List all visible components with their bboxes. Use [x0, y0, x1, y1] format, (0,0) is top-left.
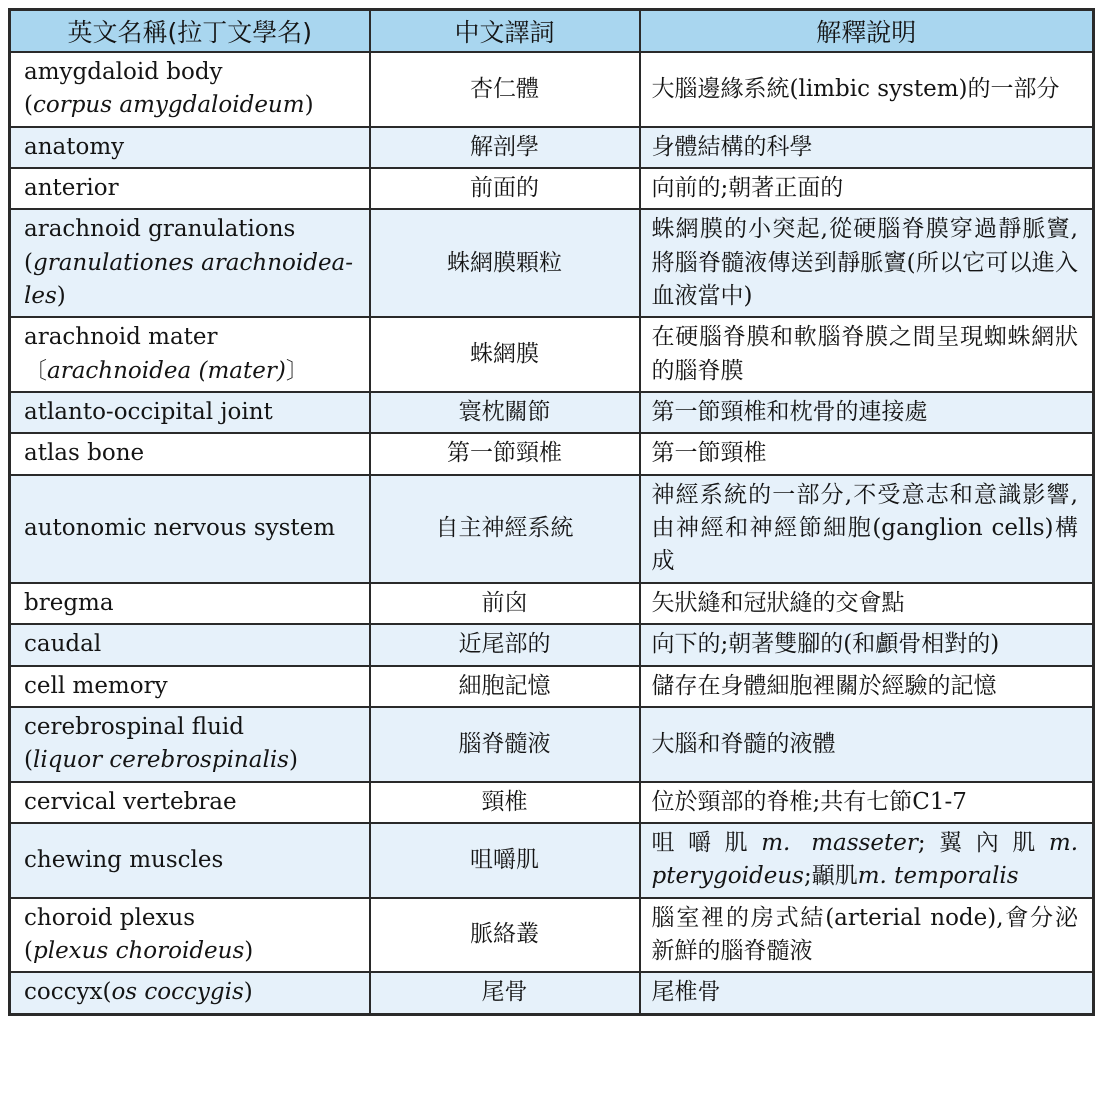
- cell-chinese-translation: 咀嚼肌: [370, 823, 640, 898]
- cell-chinese-translation: 蛛網膜顆粒: [370, 209, 640, 317]
- cell-explanation: 神經系統的一部分,不受意志和意識影響,由神經和神經節細胞(ganglion cells)構成: [640, 475, 1094, 583]
- header-row: [10, 10, 1094, 53]
- glossary-row: [10, 666, 1094, 707]
- glossary-row: [10, 583, 1094, 624]
- cell-explanation: 第一節頸椎: [640, 433, 1094, 474]
- cell-explanation: 儲存在身體細胞裡關於經驗的記憶: [640, 666, 1094, 707]
- cell-chinese-translation: 前面的: [370, 168, 640, 209]
- cell-chinese-translation: 腦脊髓液: [370, 707, 640, 782]
- cell-english-name: cervical vertebrae: [10, 782, 370, 823]
- cell-chinese-translation: 頸椎: [370, 782, 640, 823]
- glossary-row: [10, 707, 1094, 782]
- cell-chinese-translation: 近尾部的: [370, 624, 640, 665]
- cell-explanation: 第一節頸椎和枕骨的連接處: [640, 392, 1094, 433]
- cell-english-name: caudal: [10, 624, 370, 665]
- cell-explanation: 咀嚼肌m. masseter;翼內肌m. pterygoideus;顳肌m. temporalis: [640, 823, 1094, 898]
- glossary-row: [10, 52, 1094, 127]
- cell-explanation: 蛛網膜的小突起,從硬腦脊膜穿過靜脈竇,將腦脊髓液傳送到靜脈竇(所以它可以進入血液當中): [640, 209, 1094, 317]
- glossary-row: [10, 475, 1094, 583]
- glossary-row: [10, 433, 1094, 474]
- glossary-row: [10, 127, 1094, 168]
- column-header-explanation: 解釋說明: [640, 10, 1094, 53]
- glossary-row: [10, 898, 1094, 973]
- cell-english-name: cell memory: [10, 666, 370, 707]
- column-header-chinese-translation: 中文譯詞: [370, 10, 640, 53]
- cell-explanation: 大腦邊緣系統(limbic system)的一部分: [640, 52, 1094, 127]
- cell-chinese-translation: 細胞記憶: [370, 666, 640, 707]
- cell-english-name: coccyx(os coccygis): [10, 972, 370, 1014]
- glossary-row: [10, 972, 1094, 1014]
- cell-chinese-translation: 寰枕關節: [370, 392, 640, 433]
- glossary-row: [10, 168, 1094, 209]
- cell-chinese-translation: 脈絡叢: [370, 898, 640, 973]
- cell-english-name: atlanto-occipital joint: [10, 392, 370, 433]
- cell-explanation: 腦室裡的房式結(arterial node),會分泌新鮮的腦脊髓液: [640, 898, 1094, 973]
- glossary-table: [8, 8, 1095, 1016]
- cell-chinese-translation: 杏仁體: [370, 52, 640, 127]
- cell-explanation: 在硬腦脊膜和軟腦脊膜之間呈現蜘蛛網狀的腦脊膜: [640, 317, 1094, 392]
- cell-chinese-translation: 解剖學: [370, 127, 640, 168]
- cell-explanation: 身體結構的科學: [640, 127, 1094, 168]
- cell-explanation: 向下的;朝著雙腳的(和顱骨相對的): [640, 624, 1094, 665]
- glossary-row: [10, 782, 1094, 823]
- glossary-row: [10, 317, 1094, 392]
- cell-chinese-translation: 自主神經系統: [370, 475, 640, 583]
- cell-explanation: 大腦和脊髓的液體: [640, 707, 1094, 782]
- cell-english-name: chewing muscles: [10, 823, 370, 898]
- glossary-row: [10, 392, 1094, 433]
- glossary-row: [10, 209, 1094, 317]
- glossary-rows: [10, 52, 1094, 1014]
- cell-explanation: 尾椎骨: [640, 972, 1094, 1014]
- cell-english-name: autonomic nervous system: [10, 475, 370, 583]
- cell-explanation: 矢狀縫和冠狀縫的交會點: [640, 583, 1094, 624]
- cell-english-name: amygdaloid body (corpus amygdaloideum): [10, 52, 370, 127]
- column-header-english-name: 英文名稱(拉丁文學名): [10, 10, 370, 53]
- cell-chinese-translation: 第一節頸椎: [370, 433, 640, 474]
- cell-chinese-translation: 蛛網膜: [370, 317, 640, 392]
- glossary-row: [10, 823, 1094, 898]
- cell-english-name: bregma: [10, 583, 370, 624]
- cell-english-name: anatomy: [10, 127, 370, 168]
- cell-english-name: anterior: [10, 168, 370, 209]
- cell-chinese-translation: 尾骨: [370, 972, 640, 1014]
- cell-explanation: 向前的;朝著正面的: [640, 168, 1094, 209]
- cell-english-name: cerebrospinal fluid (liquor cerebrospinalis): [10, 707, 370, 782]
- cell-english-name: atlas bone: [10, 433, 370, 474]
- cell-english-name: choroid plexus (plexus choroideus): [10, 898, 370, 973]
- cell-english-name: arachnoid granulations (granulationes arachnoidea- les): [10, 209, 370, 317]
- cell-explanation: 位於頸部的脊椎;共有七節C1-7: [640, 782, 1094, 823]
- cell-chinese-translation: 前囟: [370, 583, 640, 624]
- cell-english-name: arachnoid mater 〔arachnoidea (mater)〕: [10, 317, 370, 392]
- glossary-row: [10, 624, 1094, 665]
